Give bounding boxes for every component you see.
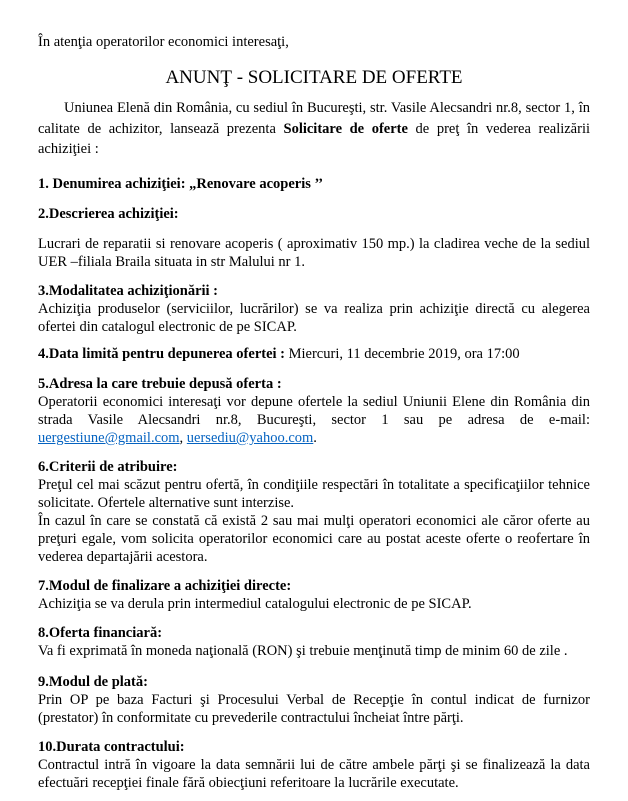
section-5 bbox=[38, 375, 590, 447]
email-link-sediu[interactable]: uersediu@yahoo.com bbox=[186, 430, 314, 446]
section-9-heading: 9.Modul de plată: bbox=[38, 674, 148, 690]
section-10-heading: 10.Durata contractului: bbox=[38, 739, 185, 755]
intro-paragraph bbox=[38, 98, 590, 160]
intro-text-end: de preţ în vederea realizării achiziţiei : bbox=[38, 120, 591, 157]
section-5-body bbox=[38, 393, 590, 447]
section-6-heading: 6.Criterii de atribuire: bbox=[38, 459, 178, 475]
section-5-text-end: . bbox=[313, 430, 317, 446]
section-4-heading: 4.Data limită pentru depunerea ofertei : bbox=[38, 346, 285, 362]
greeting-line: În atenţia operatorilor economici interesaţi, bbox=[38, 34, 289, 50]
section-8-body: Va fi exprimată în moneda naţională (RON) şi trebuie menţinută timp de minim 60 de zile . bbox=[38, 643, 568, 659]
email-link-gestiune[interactable]: uergestiune@gmail.com bbox=[38, 430, 180, 446]
section-9-body: Prin OP pe baza Facturi şi Procesului Verbal de Recepţie în contul indicat de furnizor (prestator) în conformitate cu prevederile contractului încheiat între părţi. bbox=[38, 692, 590, 726]
section-1-heading: 1. Denumirea achiziţiei: „Renovare acoperis ’’ bbox=[38, 176, 324, 192]
section-7-heading: 7.Modul de finalizare a achiziţiei directe: bbox=[38, 578, 292, 594]
section-3 bbox=[38, 282, 590, 336]
section-3-heading: 3.Modalitatea achiziţionării : bbox=[38, 283, 219, 299]
section-6-paragraph-2: În cazul în care se constată că există 2 sau mai mulţi operatori economici ale căror oferte au preţuri egale, vom solicita operatorilor economici care au postat aceste oferte o reofertare în vederea departajării acestora. bbox=[38, 513, 590, 565]
email-separator: , bbox=[179, 430, 187, 446]
intro-bold-text: Solicitare de oferte bbox=[283, 120, 408, 137]
document-title: ANUNŢ - SOLICITARE DE OFERTE bbox=[165, 67, 463, 88]
section-5-text: Operatorii economici interesaţi vor depune ofertele la sediul Uniunii Elene din România din strada Vasile Alecsandri nr.8, Bucureşti, sector 1 sau pe adresa de e-mail: bbox=[38, 394, 590, 428]
section-6-paragraph-1: Preţul cel mai scăzut pentru ofertă, în condiţiile respectări în totalitate a specificaţiilor tehnice solicitate. Ofertele alternative sunt interzise. bbox=[38, 477, 590, 511]
section-2-heading: 2.Descrierea achiziţiei: bbox=[38, 206, 179, 222]
section-4 bbox=[38, 345, 590, 363]
section-7 bbox=[38, 577, 590, 613]
section-8 bbox=[38, 624, 590, 660]
deadline-value: Miercuri, 11 decembrie 2019, ora 17:00 bbox=[285, 346, 520, 362]
section-2-body: Lucrari de reparatii si renovare acoperis ( aproximativ 150 mp.) la cladirea veche de la sediul UER –filiala Braila situata in str Malului nr 1. bbox=[38, 236, 590, 270]
section-8-heading: 8.Oferta financiară: bbox=[38, 625, 163, 641]
intro-text: Uniunea Elenă din România, cu sediul în Bucureşti, str. Vasile Alecsandri nr.8, sector 1, în calitate de achizitor, lansează prezenta bbox=[38, 100, 590, 137]
section-5-heading: 5.Adresa la care trebuie depusă oferta : bbox=[38, 376, 282, 392]
section-6 bbox=[38, 458, 590, 566]
section-3-body: Achiziţia produselor (serviciilor, lucrărilor) se va realiza prin achiziţie directă cu alegerea ofertei din catalogul electronic de pe SICAP. bbox=[38, 301, 590, 335]
section-10 bbox=[38, 738, 590, 792]
section-10-body: Contractul intră în vigoare la data semnării lui de către ambele părţi şi se finalizează la data efectuări recepţiei finale fără obiecţiuni referitoare la lucrările executate. bbox=[38, 757, 590, 791]
section-9 bbox=[38, 673, 590, 727]
section-7-body: Achiziţia se va derula prin intermediul catalogului electronic de pe SICAP. bbox=[38, 596, 472, 612]
